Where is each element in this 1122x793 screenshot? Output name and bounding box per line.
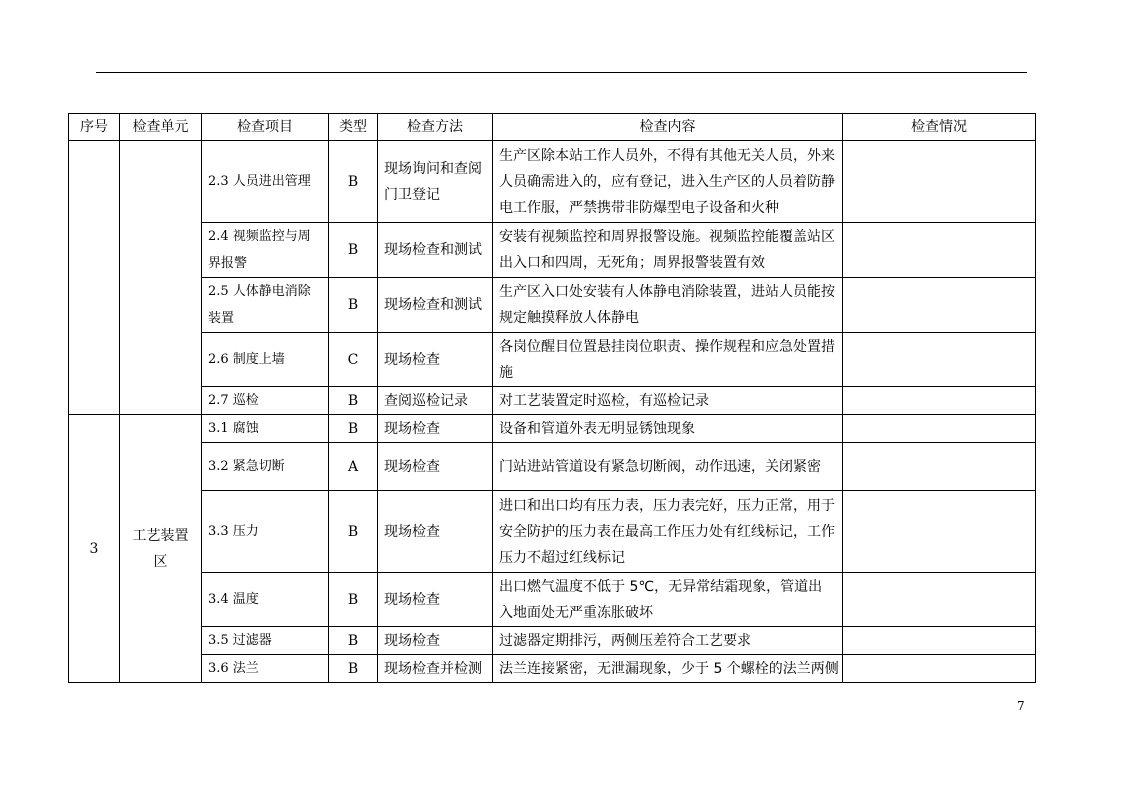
method-cell: 现场检查 (378, 415, 493, 443)
method-cell: 现场检查 (378, 573, 493, 627)
item-cell: 2.4 视频监控与周界报警 (202, 223, 329, 278)
type-cell: A (329, 443, 378, 491)
inspection-table (68, 113, 1036, 683)
type-cell: B (329, 278, 378, 333)
status-cell (843, 141, 1036, 223)
type-cell: B (329, 141, 378, 223)
method-cell: 现场检查并检测 (378, 655, 493, 683)
type-cell: C (329, 333, 378, 387)
table-row (69, 387, 1036, 415)
content-cell: 对工艺装置定时巡检，有巡检记录 (493, 387, 843, 415)
table-row (69, 655, 1036, 683)
method-cell: 现场检查 (378, 627, 493, 655)
table-row (69, 333, 1036, 387)
header-item: 检查项目 (202, 114, 329, 141)
item-cell: 3.5 过滤器 (202, 627, 329, 655)
type-cell: B (329, 415, 378, 443)
content-cell: 生产区入口处安装有人体静电消除装置，进站人员能按规定触摸释放人体静电 (493, 278, 843, 333)
status-cell (843, 573, 1036, 627)
content-cell: 设备和管道外表无明显锈蚀现象 (493, 415, 843, 443)
type-cell: B (329, 573, 378, 627)
header-content: 检查内容 (493, 114, 843, 141)
header-seq: 序号 (69, 114, 120, 141)
content-cell: 过滤器定期排污，两侧压差符合工艺要求 (493, 627, 843, 655)
header-status: 检查情况 (843, 114, 1036, 141)
status-cell (843, 387, 1036, 415)
unit-cell-group2 (120, 141, 202, 415)
table-row (69, 141, 1036, 223)
method-cell: 现场检查和测试 (378, 278, 493, 333)
status-cell (843, 627, 1036, 655)
type-cell: B (329, 491, 378, 573)
header-row (69, 114, 1036, 141)
header-type: 类型 (329, 114, 378, 141)
method-cell: 现场检查和测试 (378, 223, 493, 278)
seq-cell-group3: 3 (69, 415, 120, 683)
table-row (69, 278, 1036, 333)
status-cell (843, 655, 1036, 683)
method-cell: 现场检查 (378, 443, 493, 491)
unit-cell-group3: 工艺装置区 (120, 415, 202, 683)
table-row (69, 627, 1036, 655)
status-cell (843, 415, 1036, 443)
item-cell: 3.6 法兰 (202, 655, 329, 683)
type-cell: B (329, 223, 378, 278)
item-cell: 2.6 制度上墙 (202, 333, 329, 387)
content-cell: 生产区除本站工作人员外，不得有其他无关人员，外来人员确需进入的，应有登记，进入生产区的人员着防静电工作服，严禁携带非防爆型电子设备和火种 (493, 141, 843, 223)
type-cell: B (329, 387, 378, 415)
item-cell: 3.4 温度 (202, 573, 329, 627)
status-cell (843, 491, 1036, 573)
table-row (69, 443, 1036, 491)
table-row (69, 573, 1036, 627)
content-cell: 出口燃气温度不低于 5℃，无异常结霜现象，管道出入地面处无严重冻胀破坏 (493, 573, 843, 627)
item-cell: 3.3 压力 (202, 491, 329, 573)
content-cell: 门站进站管道设有紧急切断阀，动作迅速，关闭紧密 (493, 443, 843, 491)
content-cell: 安装有视频监控和周界报警设施。视频监控能覆盖站区出入口和四周，无死角；周界报警装置有效 (493, 223, 843, 278)
method-cell: 现场询问和查阅门卫登记 (378, 141, 493, 223)
table-row (69, 223, 1036, 278)
item-cell: 3.2 紧急切断 (202, 443, 329, 491)
content-cell: 法兰连接紧密，无泄漏现象，少于 5 个螺栓的法兰两侧 (493, 655, 843, 683)
item-cell: 2.7 巡检 (202, 387, 329, 415)
table-row (69, 415, 1036, 443)
header-rule (96, 72, 1027, 73)
header-unit: 检查单元 (120, 114, 202, 141)
status-cell (843, 443, 1036, 491)
header-method: 检查方法 (378, 114, 493, 141)
item-cell: 3.1 腐蚀 (202, 415, 329, 443)
status-cell (843, 333, 1036, 387)
content-cell: 各岗位醒目位置悬挂岗位职责、操作规程和应急处置措施 (493, 333, 843, 387)
method-cell: 现场检查 (378, 491, 493, 573)
method-cell: 现场检查 (378, 333, 493, 387)
method-cell: 查阅巡检记录 (378, 387, 493, 415)
status-cell (843, 223, 1036, 278)
page-number: 7 (1017, 699, 1025, 713)
type-cell: B (329, 655, 378, 683)
item-cell: 2.5 人体静电消除装置 (202, 278, 329, 333)
seq-cell-group2 (69, 141, 120, 415)
status-cell (843, 278, 1036, 333)
content-cell: 进口和出口均有压力表，压力表完好，压力正常，用于安全防护的压力表在最高工作压力处有红线标记，工作压力不超过红线标记 (493, 491, 843, 573)
item-cell: 2.3 人员进出管理 (202, 141, 329, 223)
table-row (69, 491, 1036, 573)
type-cell: B (329, 627, 378, 655)
